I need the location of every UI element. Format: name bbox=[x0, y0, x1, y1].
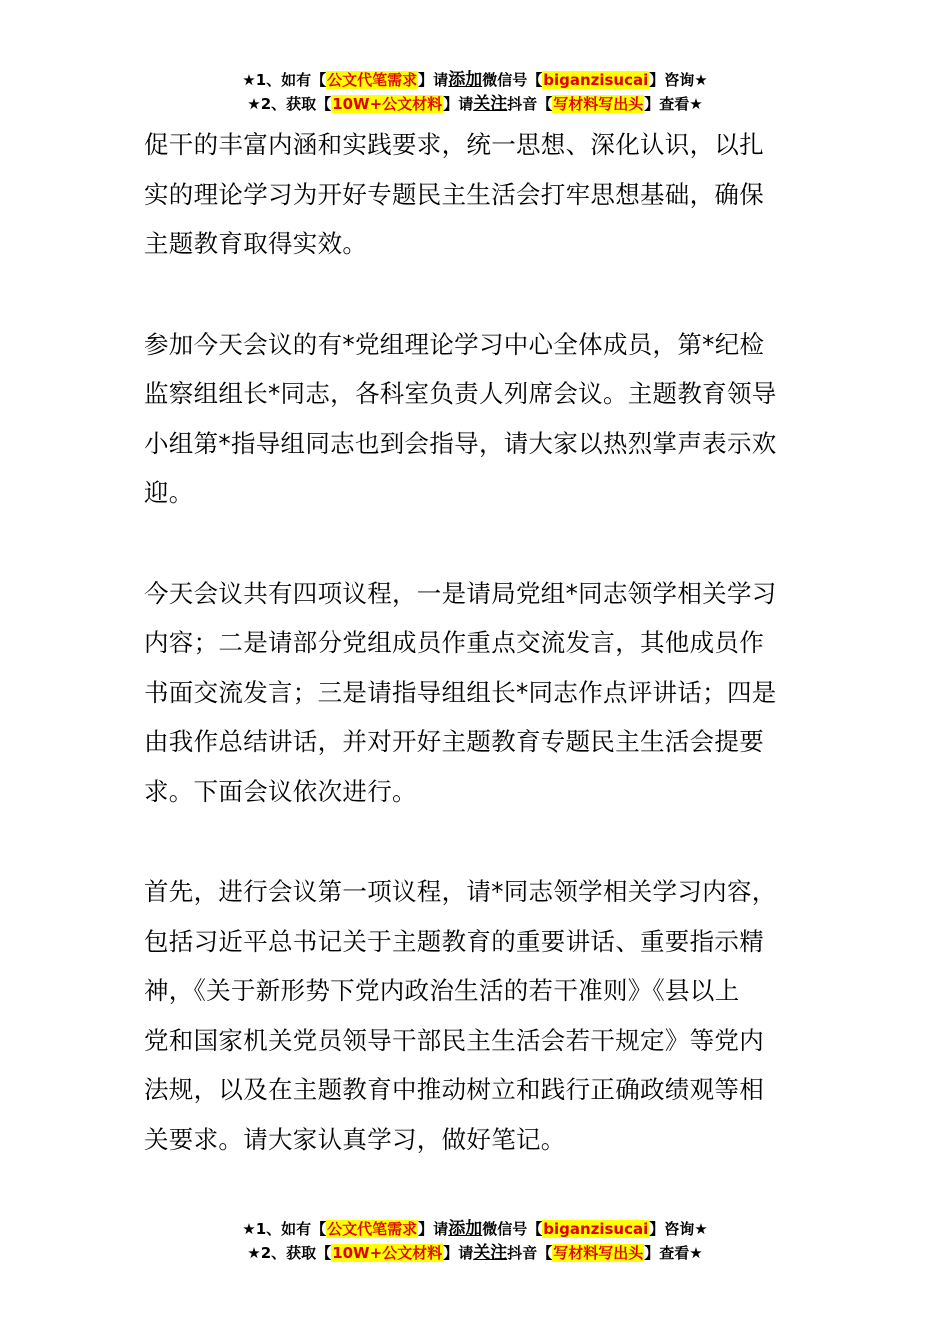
text-line: 党和国家机关党员领导干部民主生活会若干规定》等党内 bbox=[144, 1025, 764, 1055]
banner-text: ★1、如有【 bbox=[242, 71, 327, 89]
underlined-text: 添加 bbox=[448, 70, 483, 90]
highlight-service: 公文代笔需求 bbox=[327, 71, 418, 89]
text-line: 求。下面会议依次进行。 bbox=[144, 776, 417, 806]
banner-line-2 bbox=[0, 1241, 950, 1265]
text-line: 神，《关于新形势下党内政治生活的若干准则》《县以上 bbox=[144, 976, 740, 1005]
banner-text: 】请 bbox=[443, 95, 474, 113]
banner-text: 抖音【 bbox=[507, 1244, 553, 1262]
text-line: 参加今天会议的有*党组理论学习中心全体成员，第*纪检 bbox=[144, 329, 765, 359]
banner-text: 】请 bbox=[418, 71, 449, 89]
highlight-wechat-id: biganzisucai bbox=[543, 1220, 649, 1238]
highlight-materials: 10W+公文材料 bbox=[332, 95, 443, 113]
text-line: 迎。 bbox=[144, 478, 194, 507]
highlight-service: 公文代笔需求 bbox=[327, 1220, 418, 1238]
banner-text: 】请 bbox=[443, 1244, 474, 1262]
paragraph-3 bbox=[144, 569, 810, 817]
underlined-text: 添加 bbox=[448, 1219, 483, 1239]
text-line: 关要求。请大家认真学习，做好笔记。 bbox=[144, 1124, 566, 1154]
header-banner bbox=[0, 68, 950, 116]
banner-line-2 bbox=[0, 92, 950, 116]
banner-text: 微信号【 bbox=[482, 1220, 543, 1238]
banner-text: ★2、获取【 bbox=[247, 1244, 332, 1262]
document-body bbox=[144, 120, 810, 1164]
text-line: 促干的丰富内涵和实践要求，统一思想、深化认识，以扎 bbox=[144, 130, 764, 159]
text-line: 今天会议共有四项议程，一是请局党组*同志领学相关学习 bbox=[144, 578, 777, 608]
banner-text: 】查看★ bbox=[644, 1244, 703, 1262]
text-line: 法规，以及在主题教育中推动树立和践行正确政绩观等相 bbox=[144, 1075, 764, 1104]
banner-text: ★2、获取【 bbox=[247, 95, 332, 113]
banner-text: 】咨询★ bbox=[649, 71, 708, 89]
underlined-text: 关注 bbox=[473, 1243, 508, 1263]
text-line: 首先，进行会议第一项议程，请*同志领学相关学习内容， bbox=[144, 877, 777, 906]
banner-text: ★1、如有【 bbox=[242, 1220, 327, 1238]
highlight-wechat-id: biganzisucai bbox=[543, 71, 649, 89]
paragraph-2 bbox=[144, 320, 810, 518]
text-line: 书面交流发言；三是请指导组组长*同志作点评讲话；四是 bbox=[144, 677, 777, 707]
banner-line-1 bbox=[0, 1217, 950, 1241]
text-line: 实的理论学习为开好专题民主生活会打牢思想基础，确保 bbox=[144, 179, 764, 209]
text-line: 小组第*指导组同志也到会指导，请大家以热烈掌声表示欢 bbox=[144, 428, 777, 458]
text-line: 内容；二是请部分党组成员作重点交流发言，其他成员作 bbox=[144, 628, 764, 657]
text-line: 由我作总结讲话，并对开好主题教育专题民主生活会提要 bbox=[144, 727, 764, 756]
banner-text: 抖音【 bbox=[507, 95, 553, 113]
banner-text: 微信号【 bbox=[482, 71, 543, 89]
highlight-materials: 10W+公文材料 bbox=[332, 1244, 443, 1262]
highlight-douyin: 写材料写出头 bbox=[553, 1244, 644, 1262]
banner-text: 】咨询★ bbox=[649, 1220, 708, 1238]
underlined-text: 关注 bbox=[473, 94, 508, 114]
text-line: 包括习近平总书记关于主题教育的重要讲话、重要指示精 bbox=[144, 926, 764, 956]
text-line: 主题教育取得实效。 bbox=[144, 229, 368, 258]
paragraph-4 bbox=[144, 867, 810, 1164]
banner-text: 】请 bbox=[418, 1220, 449, 1238]
banner-text: 】查看★ bbox=[644, 95, 703, 113]
highlight-douyin: 写材料写出头 bbox=[553, 95, 644, 113]
banner-line-1 bbox=[0, 68, 950, 92]
text-line: 监察组组长*同志，各科室负责人列席会议。主题教育领导 bbox=[144, 379, 777, 408]
paragraph-1 bbox=[144, 120, 810, 269]
footer-banner bbox=[0, 1217, 950, 1265]
